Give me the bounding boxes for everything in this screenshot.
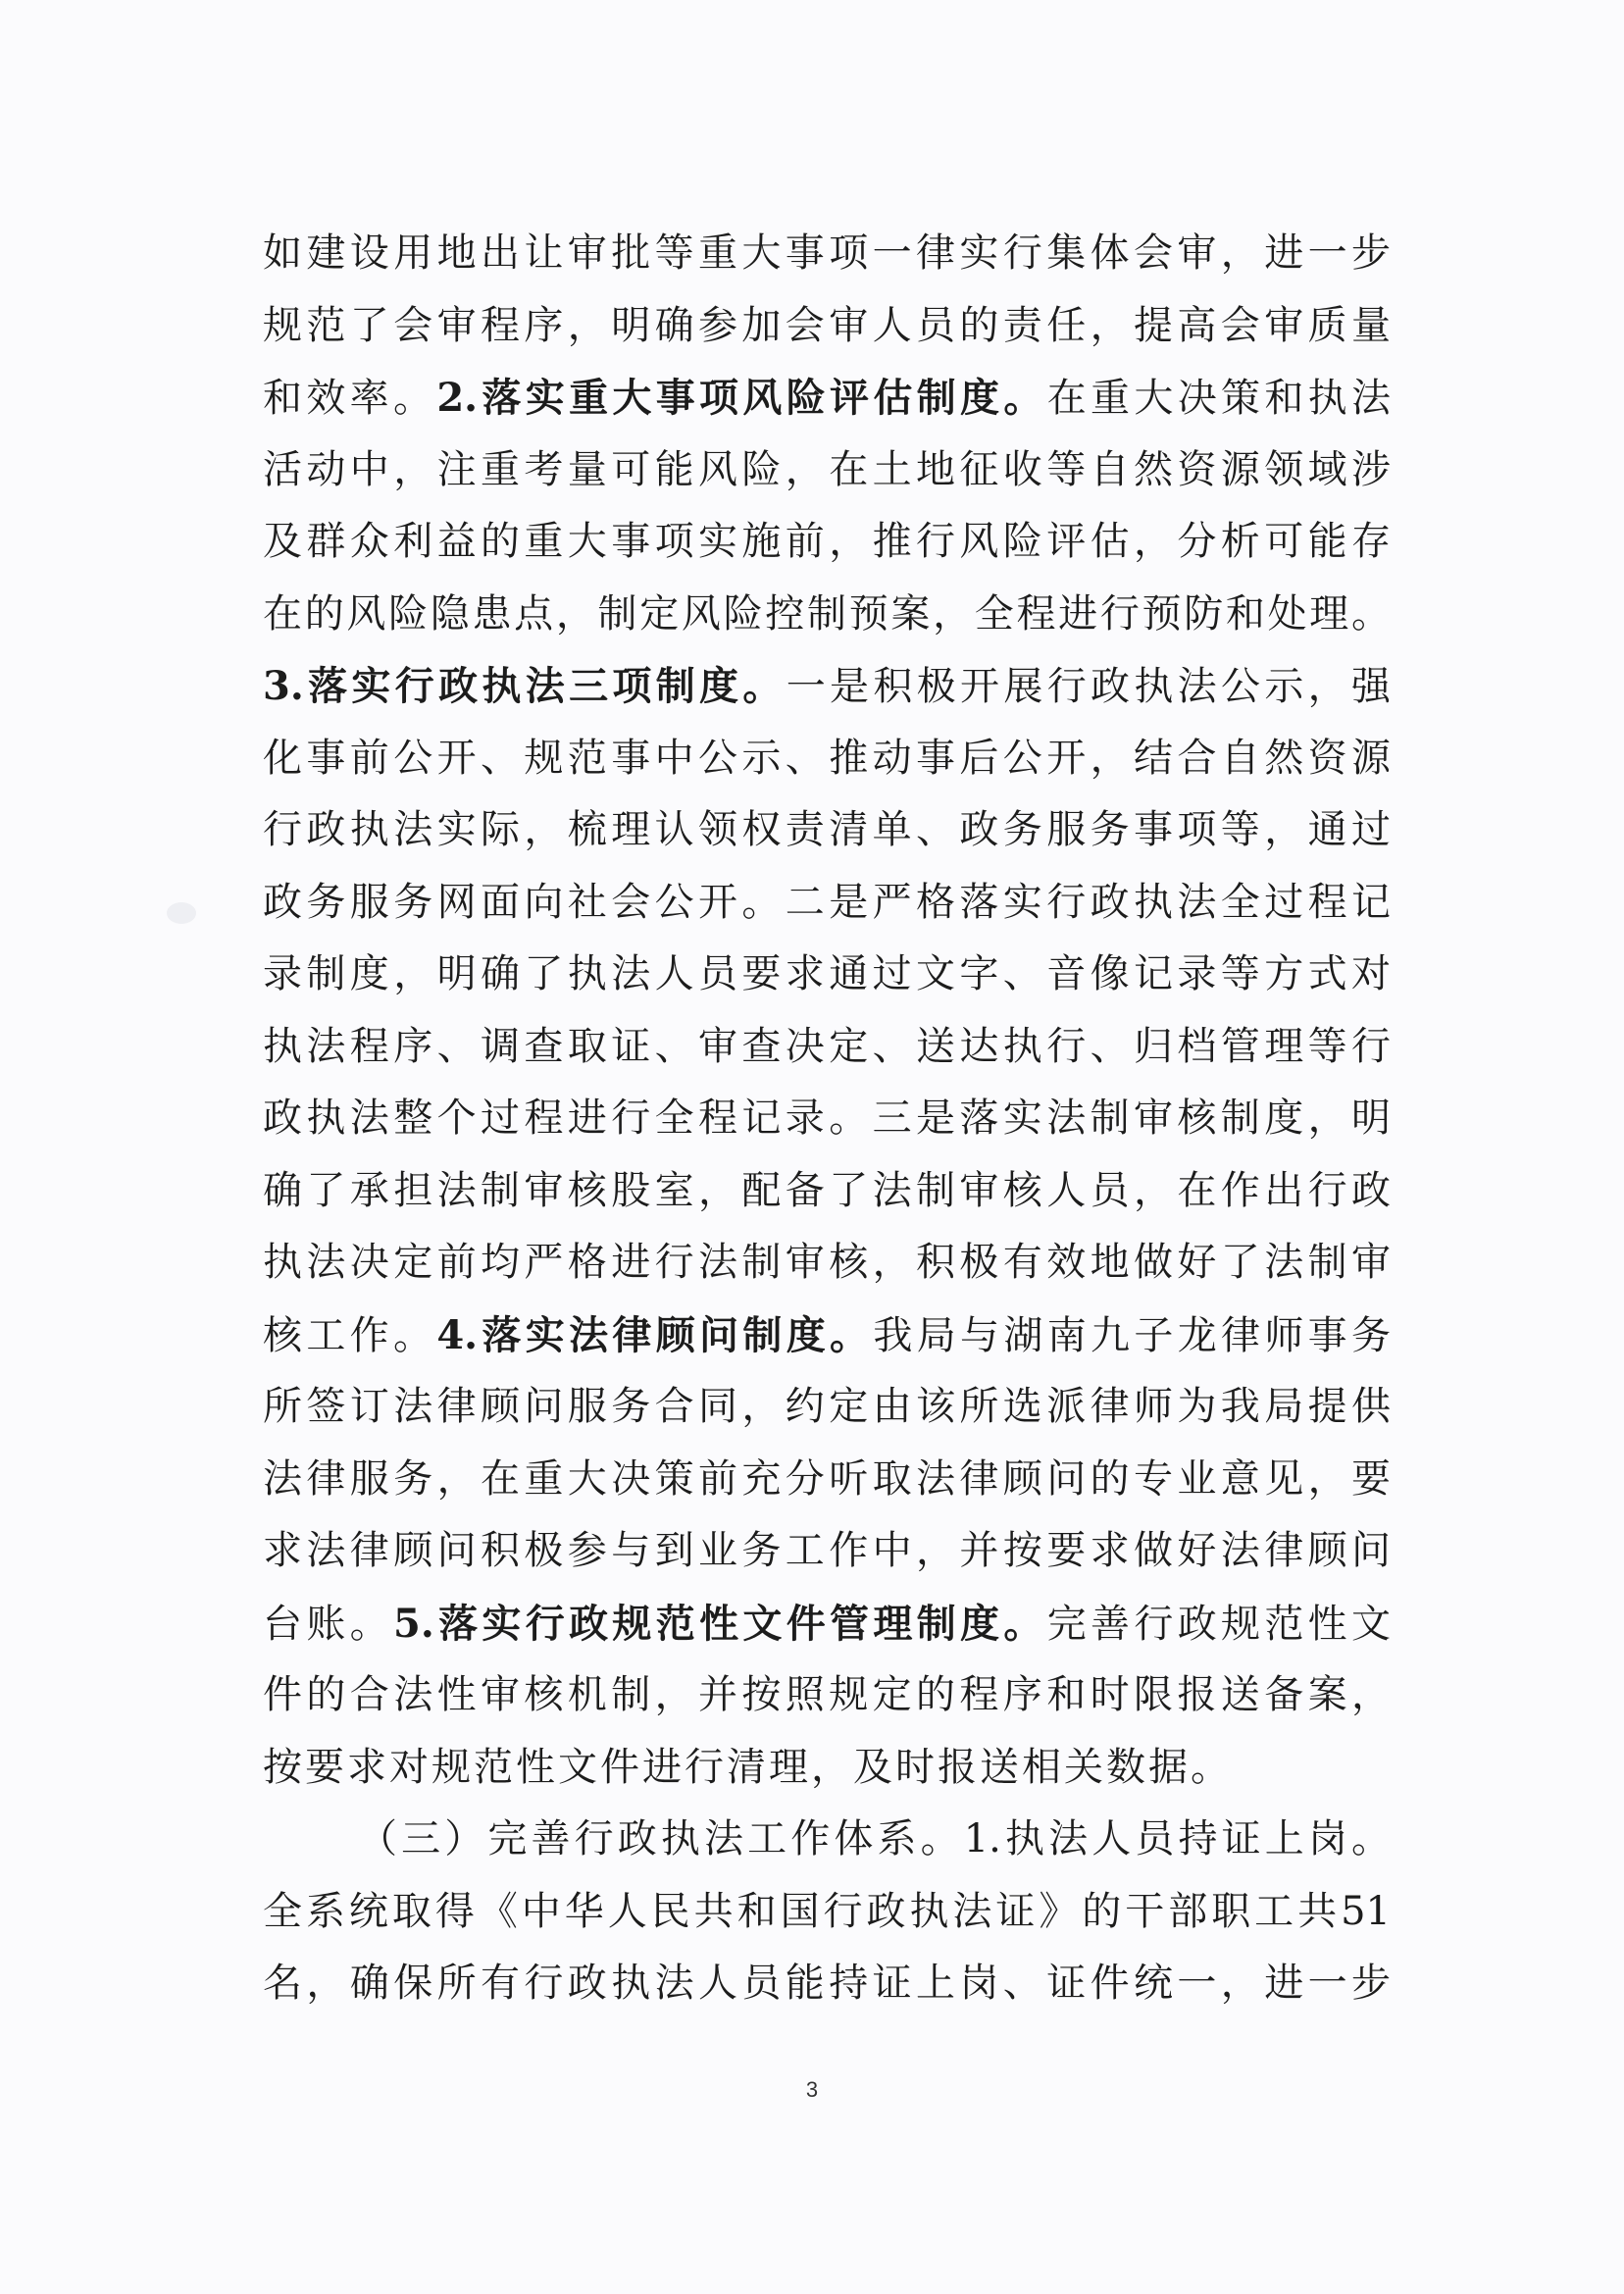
text-line bbox=[263, 1876, 1391, 1949]
body-text-segment: 法律服务，在重大决策前充分听取法律顾问的专业意见，要 bbox=[263, 1455, 1391, 1502]
text-line bbox=[263, 794, 1391, 867]
body-text-segment: 执法程序、调查取证、审查决定、送达执行、归档管理等行 bbox=[263, 1023, 1391, 1069]
body-text-segment: 和效率。 bbox=[263, 376, 437, 421]
body-text-segment: 执法决定前均严格进行法制审核，积极有效地做好了法制审 bbox=[263, 1240, 1391, 1285]
text-line bbox=[263, 1732, 1391, 1805]
text-line bbox=[263, 579, 1391, 651]
body-text-segment: 全系统取得《中华人民共和国行政执法证》的干部职工共51 bbox=[263, 1888, 1391, 1934]
text-line bbox=[263, 723, 1391, 795]
body-text-segment: 我局与湖南九子龙律师事务 bbox=[873, 1312, 1391, 1358]
body-text-segment: 政务服务网面向社会公开。二是严格落实行政执法全过程记 bbox=[263, 879, 1391, 925]
text-line bbox=[263, 1083, 1391, 1155]
text-line bbox=[263, 1588, 1391, 1660]
body-text-segment: 如建设用地出让审批等重大事项一律实行集体会审，进一步 bbox=[263, 230, 1391, 276]
body-text-segment: 政执法整个过程进行全程记录。三是落实法制审核制度，明 bbox=[263, 1096, 1391, 1141]
body-text-segment: 化事前公开、规范事中公示、推动事后公开，结合自然资源 bbox=[263, 735, 1391, 781]
body-text-segment: 所签订法律顾问服务合同，约定由该所选派律师为我局提供 bbox=[263, 1384, 1391, 1429]
text-line bbox=[263, 290, 1391, 363]
bold-heading-text: 4.落实法律顾问制度。 bbox=[436, 1311, 874, 1358]
text-line bbox=[263, 1515, 1391, 1588]
text-line bbox=[263, 1659, 1391, 1732]
body-text-segment: 在的风险隐患点，制定风险控制预案，全程进行预防和处理。 bbox=[263, 590, 1391, 637]
text-line bbox=[263, 362, 1391, 434]
body-text bbox=[263, 218, 1391, 2020]
text-line bbox=[263, 867, 1391, 940]
text-line bbox=[263, 650, 1391, 723]
text-line bbox=[263, 1948, 1391, 2020]
body-text-segment: （三）完善行政执法工作体系。1.执法人员持证上岗。 bbox=[358, 1816, 1391, 1861]
text-line bbox=[263, 506, 1391, 579]
text-line bbox=[263, 1155, 1391, 1228]
text-line bbox=[263, 939, 1391, 1011]
bold-heading-text: 3.落实行政执法三项制度。 bbox=[263, 663, 787, 709]
body-text-segment: 核工作。 bbox=[263, 1312, 437, 1358]
body-text-segment: 及群众利益的重大事项实施前，推行风险评估，分析可能存 bbox=[263, 519, 1391, 564]
text-line bbox=[263, 1227, 1391, 1300]
text-line bbox=[263, 1300, 1391, 1372]
scan-artifact bbox=[167, 902, 196, 924]
text-line bbox=[263, 434, 1391, 507]
body-text-segment: 完善行政规范性文 bbox=[1046, 1601, 1391, 1647]
bold-heading-text: 5.落实行政规范性文件管理制度。 bbox=[393, 1600, 1047, 1647]
text-line bbox=[263, 218, 1391, 290]
page-number: 3 bbox=[805, 2077, 819, 2102]
body-text-segment: 名，确保所有行政执法人员能持证上岗、证件统一，进一步 bbox=[263, 1961, 1391, 2006]
body-text-segment: 活动中，注重考量可能风险，在土地征收等自然资源领域涉 bbox=[263, 446, 1391, 492]
body-text-segment: 录制度，明确了执法人员要求通过文字、音像记录等方式对 bbox=[263, 951, 1391, 996]
body-text-segment: 件的合法性审核机制，并按照规定的程序和时限报送备案， bbox=[263, 1672, 1391, 1717]
body-text-segment: 台账。 bbox=[263, 1601, 393, 1647]
body-text-segment: 按要求对规范性文件进行清理，及时报送相关数据。 bbox=[263, 1744, 1233, 1790]
bold-heading-text: 2.落实重大事项风险评估制度。 bbox=[436, 375, 1047, 421]
body-text-segment: 求法律顾问积极参与到业务工作中，并按要求做好法律顾问 bbox=[263, 1528, 1391, 1573]
body-text-segment: 行政执法实际，梳理认领权责清单、政务服务事项等，通过 bbox=[263, 807, 1391, 852]
body-text-segment: 规范了会审程序，明确参加会审人员的责任，提高会审质量 bbox=[263, 302, 1391, 348]
text-line bbox=[263, 1371, 1391, 1444]
text-line bbox=[263, 1804, 1391, 1876]
body-text-segment: 一是积极开展行政执法公示，强 bbox=[786, 664, 1391, 709]
body-text-segment: 确了承担法制审核股室，配备了法制审核人员，在作出行政 bbox=[263, 1167, 1391, 1213]
text-line bbox=[263, 1444, 1391, 1516]
text-line bbox=[263, 1011, 1391, 1084]
body-text-segment: 在重大决策和执法 bbox=[1046, 376, 1391, 421]
